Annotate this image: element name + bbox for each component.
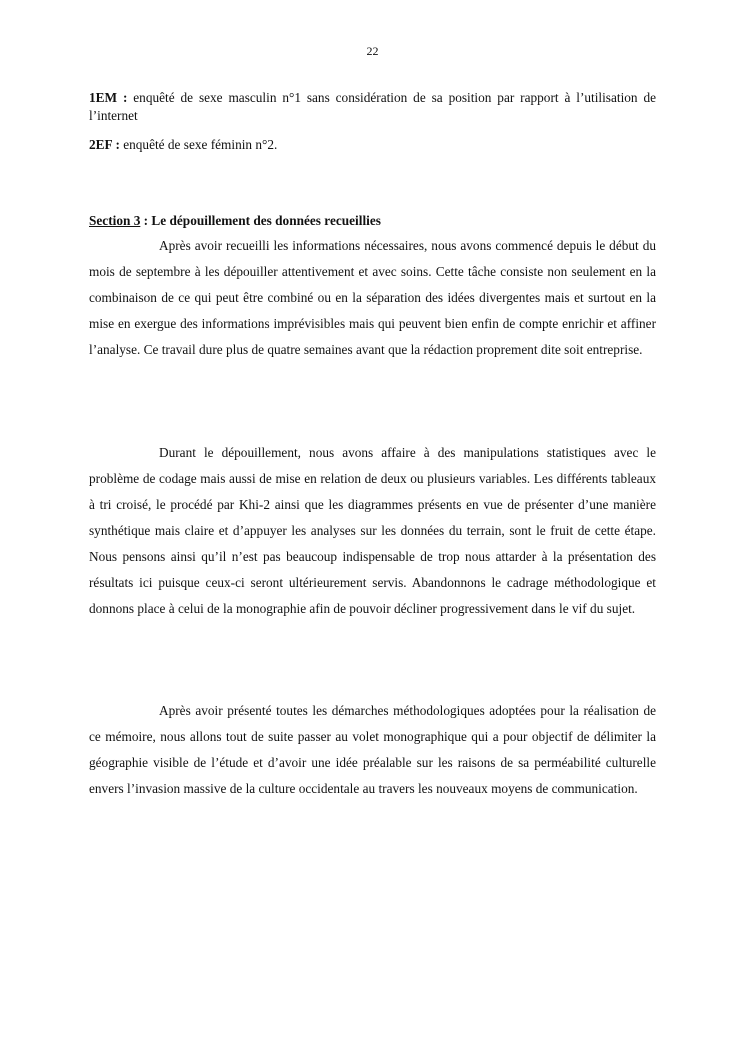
- section-title: : Le dépouillement des données recueillies: [140, 213, 381, 228]
- legend-code: 1EM :: [89, 90, 128, 105]
- body-paragraph-3: Après avoir présenté toutes les démarches méthodologiques adoptées pour la réalisation de ce mémoire, nous allons tout de suite passer au volet monographique qui a pour objectif de délimiter la géographie visible de l’étude et d’avoir une idée préalable sur les raisons de sa perméabilité culturelle envers l’invasion massive de la culture occidentale au travers les nouveaux moyens de communication.: [89, 703, 656, 796]
- body-paragraph-2: Durant le dépouillement, nous avons affaire à des manipulations statistiques avec le problème de codage mais aussi de mise en relation de deux ou plusieurs variables. Les différents tableaux à tri croisé, le procédé par Khi-2 ainsi que les diagrammes présents en vue de présenter d’une manière synthétique mais claire et d’appuyer les analyses sur les données du terrain, sont le fruit de cette étape. Nous pensons ainsi qu’il n’est pas beaucoup indispensable de trop nous attarder à la présentation des résultats ici puisque ceux-ci seront ultérieurement servis. Abandonnons le cadrage méthodologique et donnons place à celui de la monographie afin de pouvoir décliner progressivement dans le vif du sujet.: [89, 445, 656, 616]
- section-label: Section 3: [89, 213, 141, 228]
- legend-entry-1em: [89, 89, 656, 125]
- section-heading: [89, 212, 656, 230]
- legend-text: enquêté de sexe masculin n°1 sans considération de sa position par rapport à l’utilisation de l’internet: [89, 90, 656, 123]
- legend-entry-2ef: [89, 136, 656, 154]
- legend-text: enquêté de sexe féminin n°2.: [119, 137, 278, 152]
- legend-code: 2EF :: [89, 137, 120, 152]
- page-number: 22: [366, 44, 379, 58]
- body-paragraph-1: Après avoir recueilli les informations nécessaires, nous avons commencé depuis le début du mois de septembre à les dépouiller attentivement et avec soins. Cette tâche consiste non seulement en la combinaison de ce qui peut être combiné ou en la séparation des idées divergentes mais et surtout en la mise en exergue des informations imprévisibles mais qui peuvent bien enfin de compte enrichir et affiner l’analyse. Ce travail dure plus de quatre semaines avant que la rédaction proprement dite soit entreprise.: [89, 238, 656, 357]
